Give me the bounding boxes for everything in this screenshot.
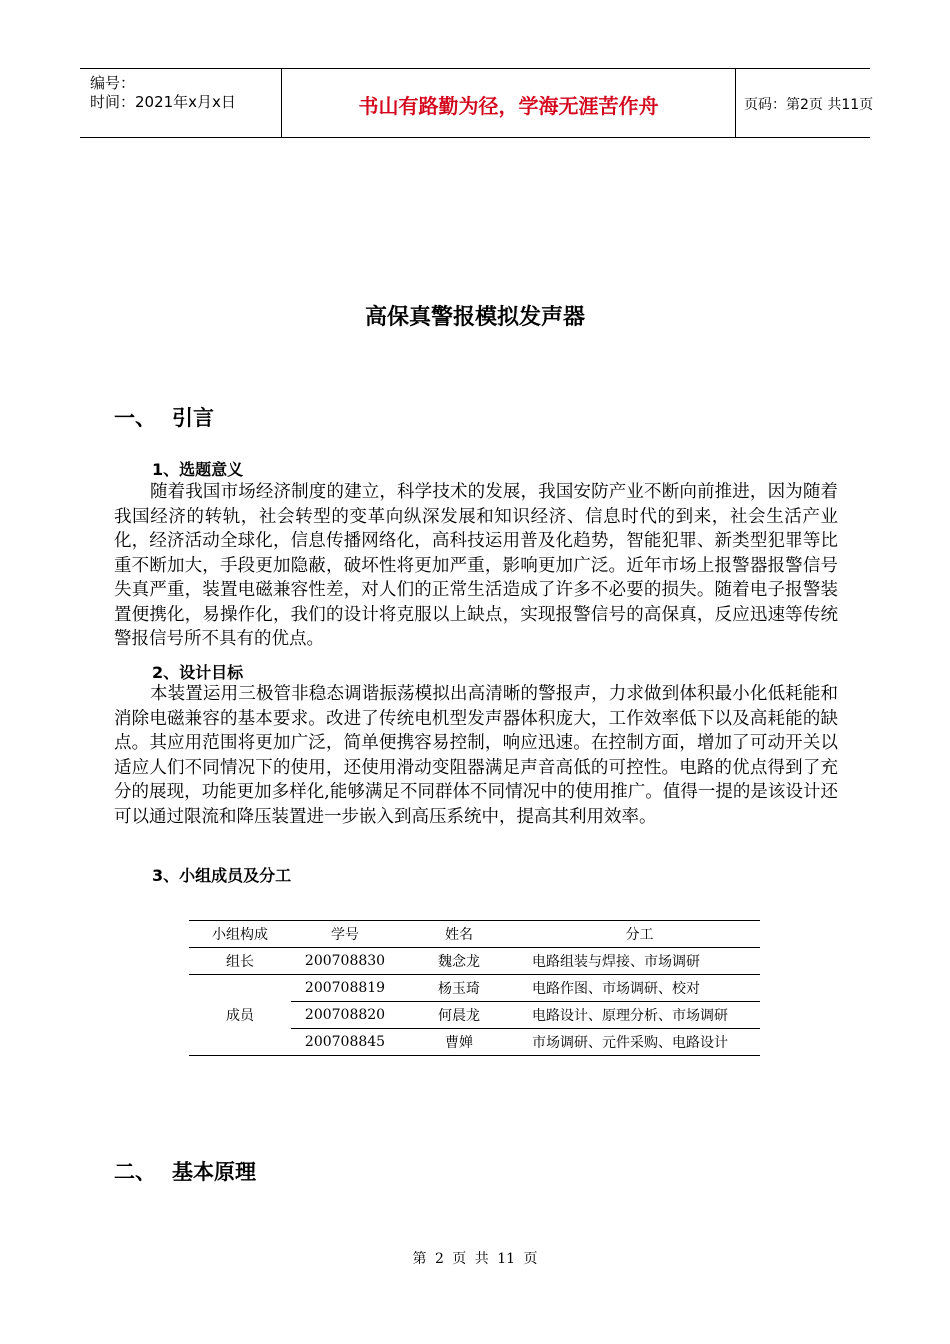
column-header: 小组构成 (212, 927, 268, 943)
column-header: 学号 (331, 927, 359, 943)
cell-id: 200708845 (304, 1034, 386, 1050)
column-header: 姓名 (445, 927, 473, 943)
section-heading-principle (114, 1156, 256, 1186)
cell-name: 杨玉琦 (399, 975, 519, 1002)
subsection-heading-significance: 1、选题意义 (152, 460, 244, 479)
cell-task: 电路作图、市场调研、校对 (519, 975, 760, 1002)
paragraph-significance: 随着我国市场经济制度的建立，科学技术的发展，我国安防产业不断向前推进，因为随着我国经济的转轨，社会转型的变革向纵深发展和知识经济、信息时代的到来，社会生活产业化，经济活动全球化，信息传播网络化，高科技运用普及化趋势，智能犯罪、新类型犯罪等比重不断加大，手段更加隐蔽，破坏性将更加严重，影响更加广泛。近年市场上报警器报警信号失真严重，装置电磁兼容性差，对人们的正常生活造成了许多不必要的损失。随着电子报警装置便携化，易操作化，我们的设计将克服以上缺点，实现报警信号的高保真，反应迅速等传统警报信号所不具有的优点。 (114, 482, 838, 649)
table-header-row (189, 921, 760, 948)
cell-name: 魏念龙 (438, 954, 480, 970)
table-row (189, 948, 760, 975)
code-label: 编号： (90, 74, 136, 92)
page-label: 页码：第2页 共11页 (744, 97, 874, 113)
header-page-cell (735, 69, 874, 137)
cell-task: 电路组装与焊接、市场调研 (532, 954, 700, 970)
header-motto-cell (281, 69, 736, 137)
column-header: 分工 (625, 927, 654, 943)
cell-role: 组长 (226, 954, 254, 970)
page-footer: 第 2 页 共 11 页 (412, 1251, 538, 1267)
table-row (189, 975, 760, 1002)
time-label: 时间：2021年x月x日 (90, 93, 236, 111)
cell-name: 何晨龙 (399, 1002, 519, 1029)
cell-id: 200708830 (304, 953, 386, 969)
section-number: 二、 (114, 1160, 156, 1184)
section-title: 引言 (172, 406, 214, 430)
section-title: 基本原理 (172, 1160, 256, 1184)
section-number: 一、 (114, 406, 156, 430)
cell-id: 200708819 (291, 975, 399, 1002)
members-table (189, 920, 760, 1056)
cell-task: 市场调研、元件采购、电路设计 (532, 1035, 728, 1051)
motto: 书山有路勤为径，学海无涯苦作舟 (358, 94, 659, 118)
page-header (80, 68, 874, 138)
cell-name: 曹婵 (445, 1035, 473, 1051)
subsection-heading-members: 3、小组成员及分工 (152, 866, 292, 885)
cell-task: 电路设计、原理分析、市场调研 (519, 1002, 760, 1029)
subsection-heading-goals: 2、设计目标 (152, 663, 244, 682)
header-info-cell (80, 69, 281, 137)
document-title: 高保真警报模拟发声器 (364, 305, 585, 330)
section-heading-intro (114, 402, 214, 432)
cell-role: 成员 (189, 975, 291, 1056)
paragraph-goals: 本装置运用三极管非稳态调谐振荡模拟出高清晰的警报声，力求做到体积最小化低耗能和消除电磁兼容的基本要求。改进了传统电机型发声器体积庞大，工作效率低下以及高耗能的缺点。其应用范围将更加广泛，简单便携容易控制，响应迅速。在控制方面，增加了可动开关以适应人们不同情况下的使用，还使用滑动变阻器满足声音高低的可控性。电路的优点得到了充分的展现，功能更加多样化,能够满足不同群体不同情况中的使用推广。值得一提的是该设计还可以通过限流和降压装置进一步嵌入到高压系统中，提高其利用效率。 (114, 684, 838, 827)
cell-id: 200708820 (291, 1002, 399, 1029)
